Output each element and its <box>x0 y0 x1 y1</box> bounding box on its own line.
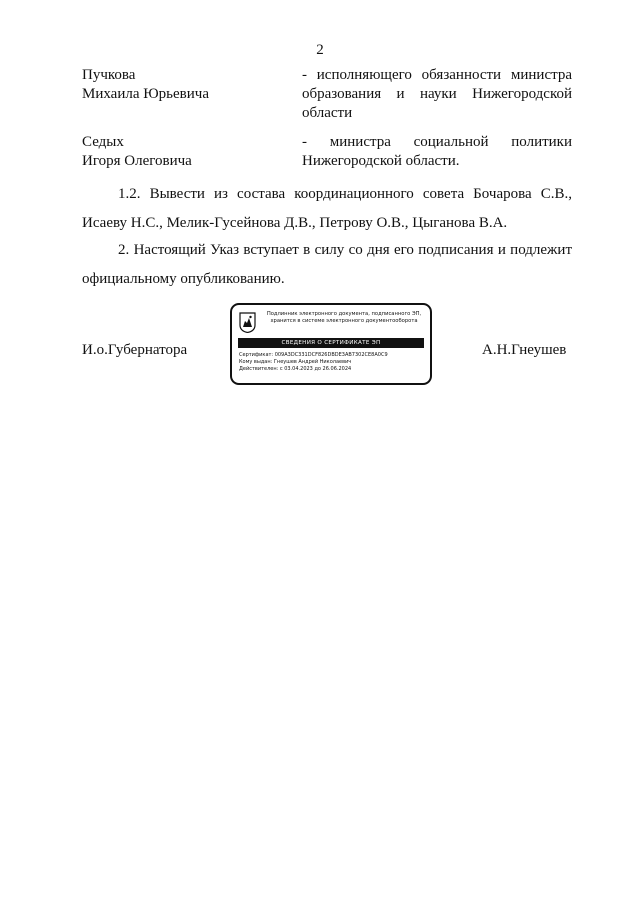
stamp-validity: Действителен: с 03.04.2023 до 26.06.2024 <box>239 366 352 372</box>
page-number: 2 <box>316 42 324 58</box>
member-role: - министра социальной политики Нижегородской области. <box>302 134 572 169</box>
member-given-names: Игоря Олеговича <box>82 153 192 169</box>
member-surname: Седых <box>82 134 124 150</box>
paragraph-1-2: 1.2. Вывести из состава координационного совета Бочарова С.В., Исаеву Н.С., Мелик-Гусейнова Д.В., Петрову О.В., Цыганова В.А. <box>82 186 572 231</box>
signatory-position: И.о.Губернатора <box>82 342 188 358</box>
stamp-header: Подлинник электронного документа, подписанного ЭП, хранится в системе электронного документооборота <box>266 311 422 324</box>
stamp-owner: Кому выдан: Гнеушев Андрей Николаевич <box>239 359 352 365</box>
member-name <box>82 133 192 171</box>
paragraph-2: 2. Настоящий Указ вступает в силу со дня его подписания и подлежит официальному опубликованию. <box>82 242 572 287</box>
member-surname: Пучкова <box>82 67 136 83</box>
member-given-names: Михаила Юрьевича <box>82 86 209 102</box>
stamp-title-bar: СВЕДЕНИЯ О СЕРТИФИКАТЕ ЭП <box>238 338 424 348</box>
member-name <box>82 66 209 104</box>
stamp-details <box>239 352 388 373</box>
coat-of-arms-icon <box>239 312 256 333</box>
stamp-certificate: Сертификат: 009A3DC331DCF826DBDE3AB7302CE8A0C9 <box>239 352 388 358</box>
member-role: - исполняющего обязанности министра образования и науки Нижегородской области <box>302 67 572 121</box>
e-signature-stamp <box>230 303 432 385</box>
signatory-name: А.Н.Гнеушев <box>482 342 567 358</box>
